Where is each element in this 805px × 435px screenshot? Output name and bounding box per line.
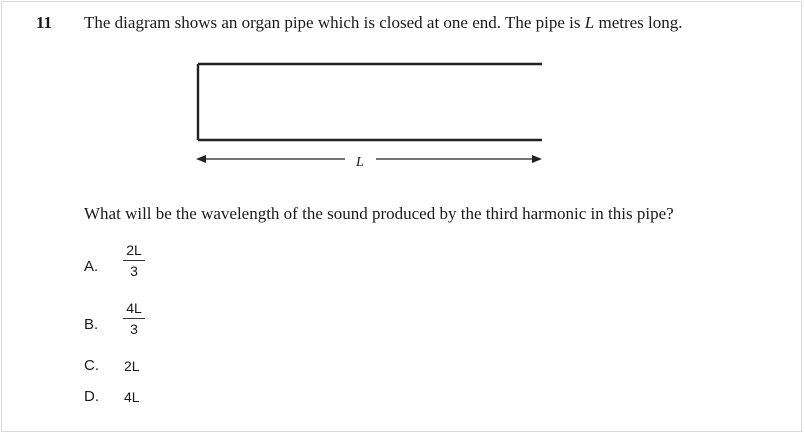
fraction-bar <box>123 260 145 261</box>
question-prompt: What will be the wavelength of the sound produced by the third harmonic in this pipe? <box>84 204 674 223</box>
fraction-bar <box>123 318 145 319</box>
option-b-denominator: 3 <box>130 321 138 337</box>
option-a-numerator: 2L <box>126 242 142 258</box>
option-d-letter: D. <box>84 388 99 405</box>
intro-suffix: metres long. <box>594 13 683 32</box>
option-d-value: 4L <box>124 389 140 405</box>
question-intro <box>84 13 683 33</box>
option-b-letter: B. <box>84 316 99 333</box>
intro-variable: L <box>584 13 595 32</box>
left-arrowhead-icon <box>196 155 206 163</box>
option-c-value: 2L <box>124 358 140 374</box>
organ-pipe-diagram <box>190 55 550 175</box>
option-a-letter: A. <box>84 258 99 275</box>
length-label: L <box>356 155 364 170</box>
right-arrowhead-icon <box>532 155 542 163</box>
intro-prefix: The diagram shows an organ pipe which is closed at one end. The pipe is <box>84 13 585 32</box>
option-a-fraction <box>121 242 147 279</box>
question-number: 11 <box>36 13 53 32</box>
option-b-fraction <box>121 300 147 337</box>
option-c-letter: C. <box>84 357 99 374</box>
option-a-denominator: 3 <box>130 263 138 279</box>
option-b-numerator: 4L <box>126 300 142 316</box>
